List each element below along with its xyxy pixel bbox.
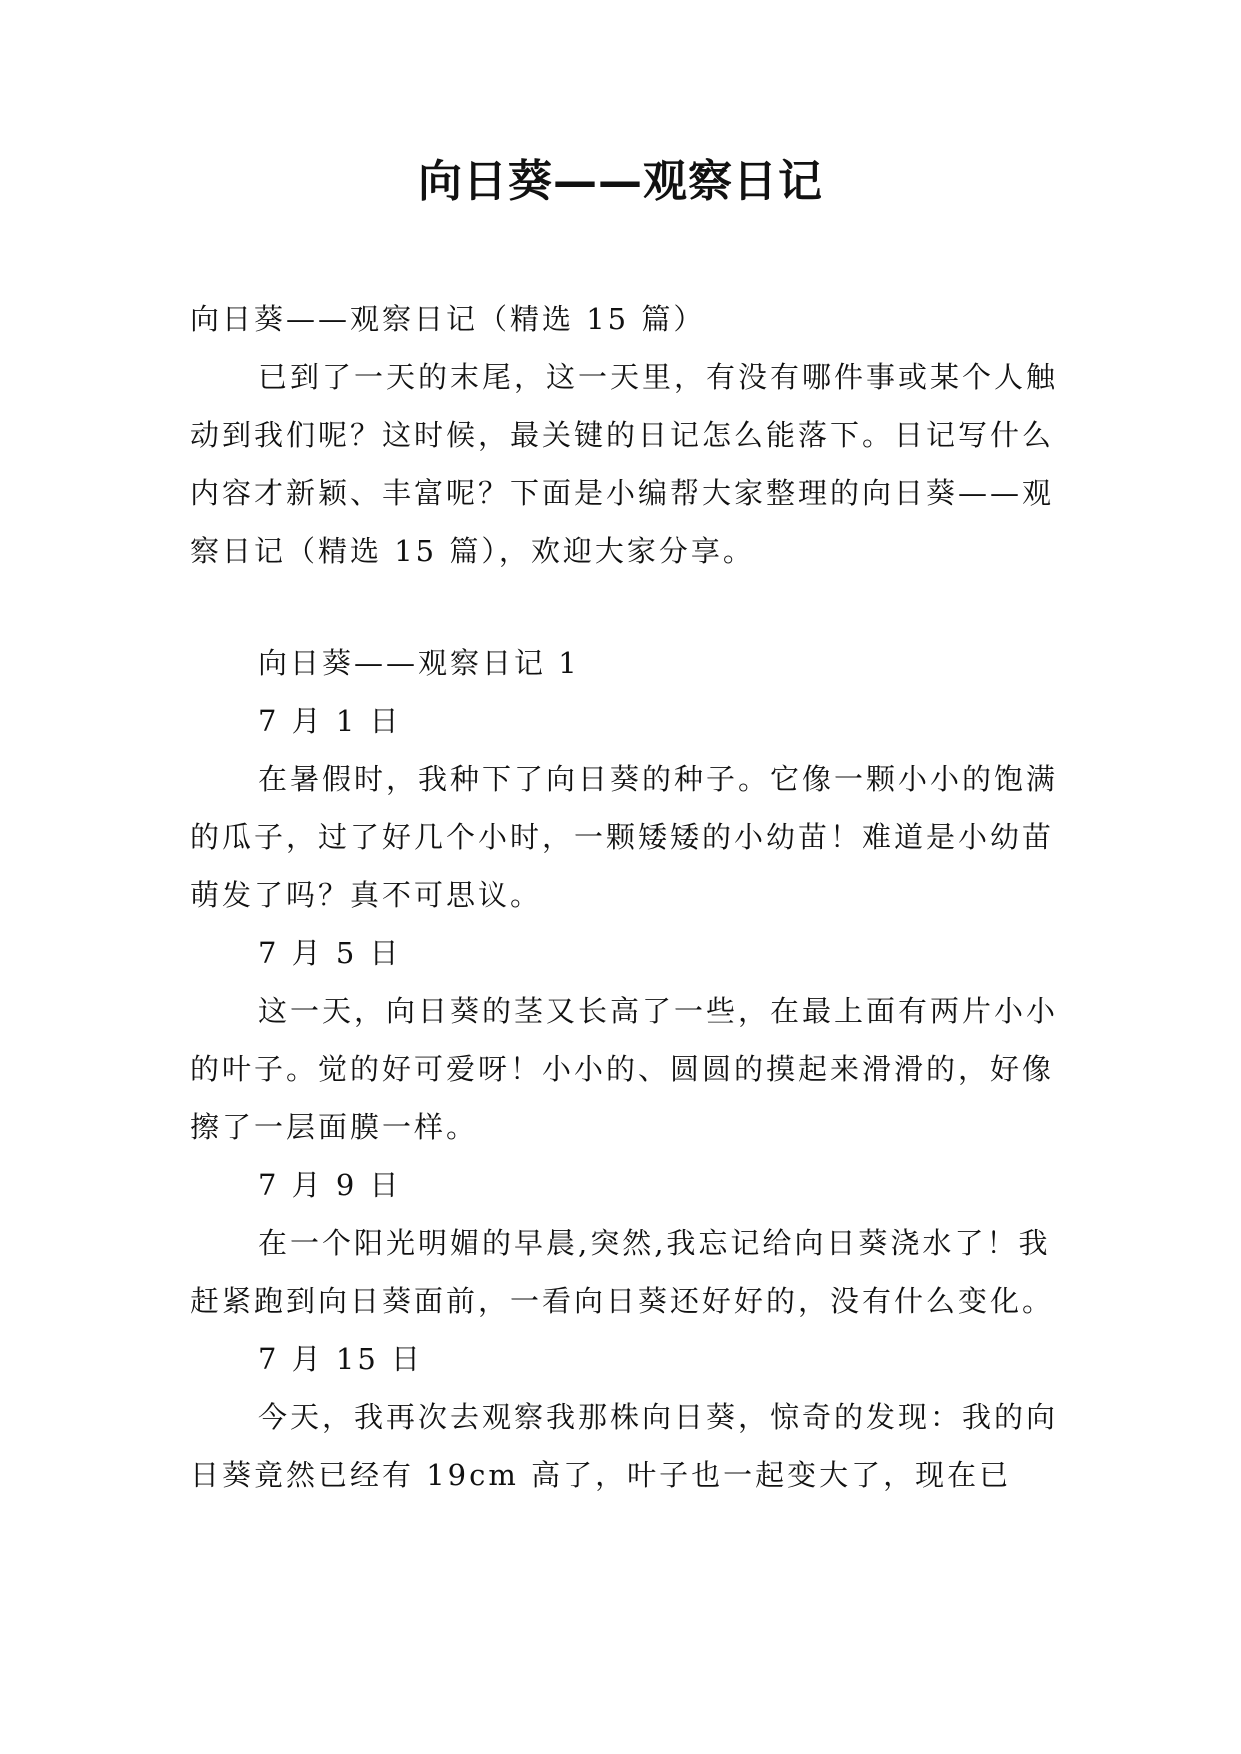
diary-section — [190, 634, 1060, 1504]
entry-text: 今天，我再次去观察我那株向日葵，惊奇的发现：我的向日葵竟然已经有 19cm 高了，叶子也一起变大了，现在已 — [190, 1400, 1059, 1492]
entry-text: 在一个阳光明媚的早晨,突然,我忘记给向日葵浇水了！我赶紧跑到向日葵面前，一看向日葵还好好的，没有什么变化。 — [190, 1226, 1055, 1318]
entry-date: 7 月 1 日 — [258, 704, 402, 738]
entry-date: 7 月 5 日 — [258, 936, 402, 970]
entry-text: 在暑假时，我种下了向日葵的种子。它像一颗小小的饱满的瓜子，过了好几个小时，一颗矮矮的小幼苗！难道是小幼苗萌发了吗？真不可思议。 — [190, 762, 1059, 912]
entry-date: 7 月 9 日 — [258, 1168, 402, 1202]
entry-text: 这一天，向日葵的茎又长高了一些，在最上面有两片小小的叶子。觉的好可爱呀！小小的、圆圆的摸起来滑滑的，好像擦了一层面膜一样。 — [190, 994, 1059, 1144]
intro-paragraph: 已到了一天的末尾，这一天里，有没有哪件事或某个人触动到我们呢？这时候，最关键的日记怎么能落下。日记写什么内容才新颖、丰富呢？下面是小编帮大家整理的向日葵——观察日记（精选 15 篇），欢迎大家分享。 — [190, 360, 1059, 568]
entry-date: 7 月 15 日 — [258, 1342, 424, 1376]
section-heading: 向日葵——观察日记 1 — [258, 646, 580, 680]
subtitle: 向日葵——观察日记（精选 15 篇） — [190, 302, 706, 336]
page-title: 向日葵——观察日记 — [418, 156, 823, 207]
